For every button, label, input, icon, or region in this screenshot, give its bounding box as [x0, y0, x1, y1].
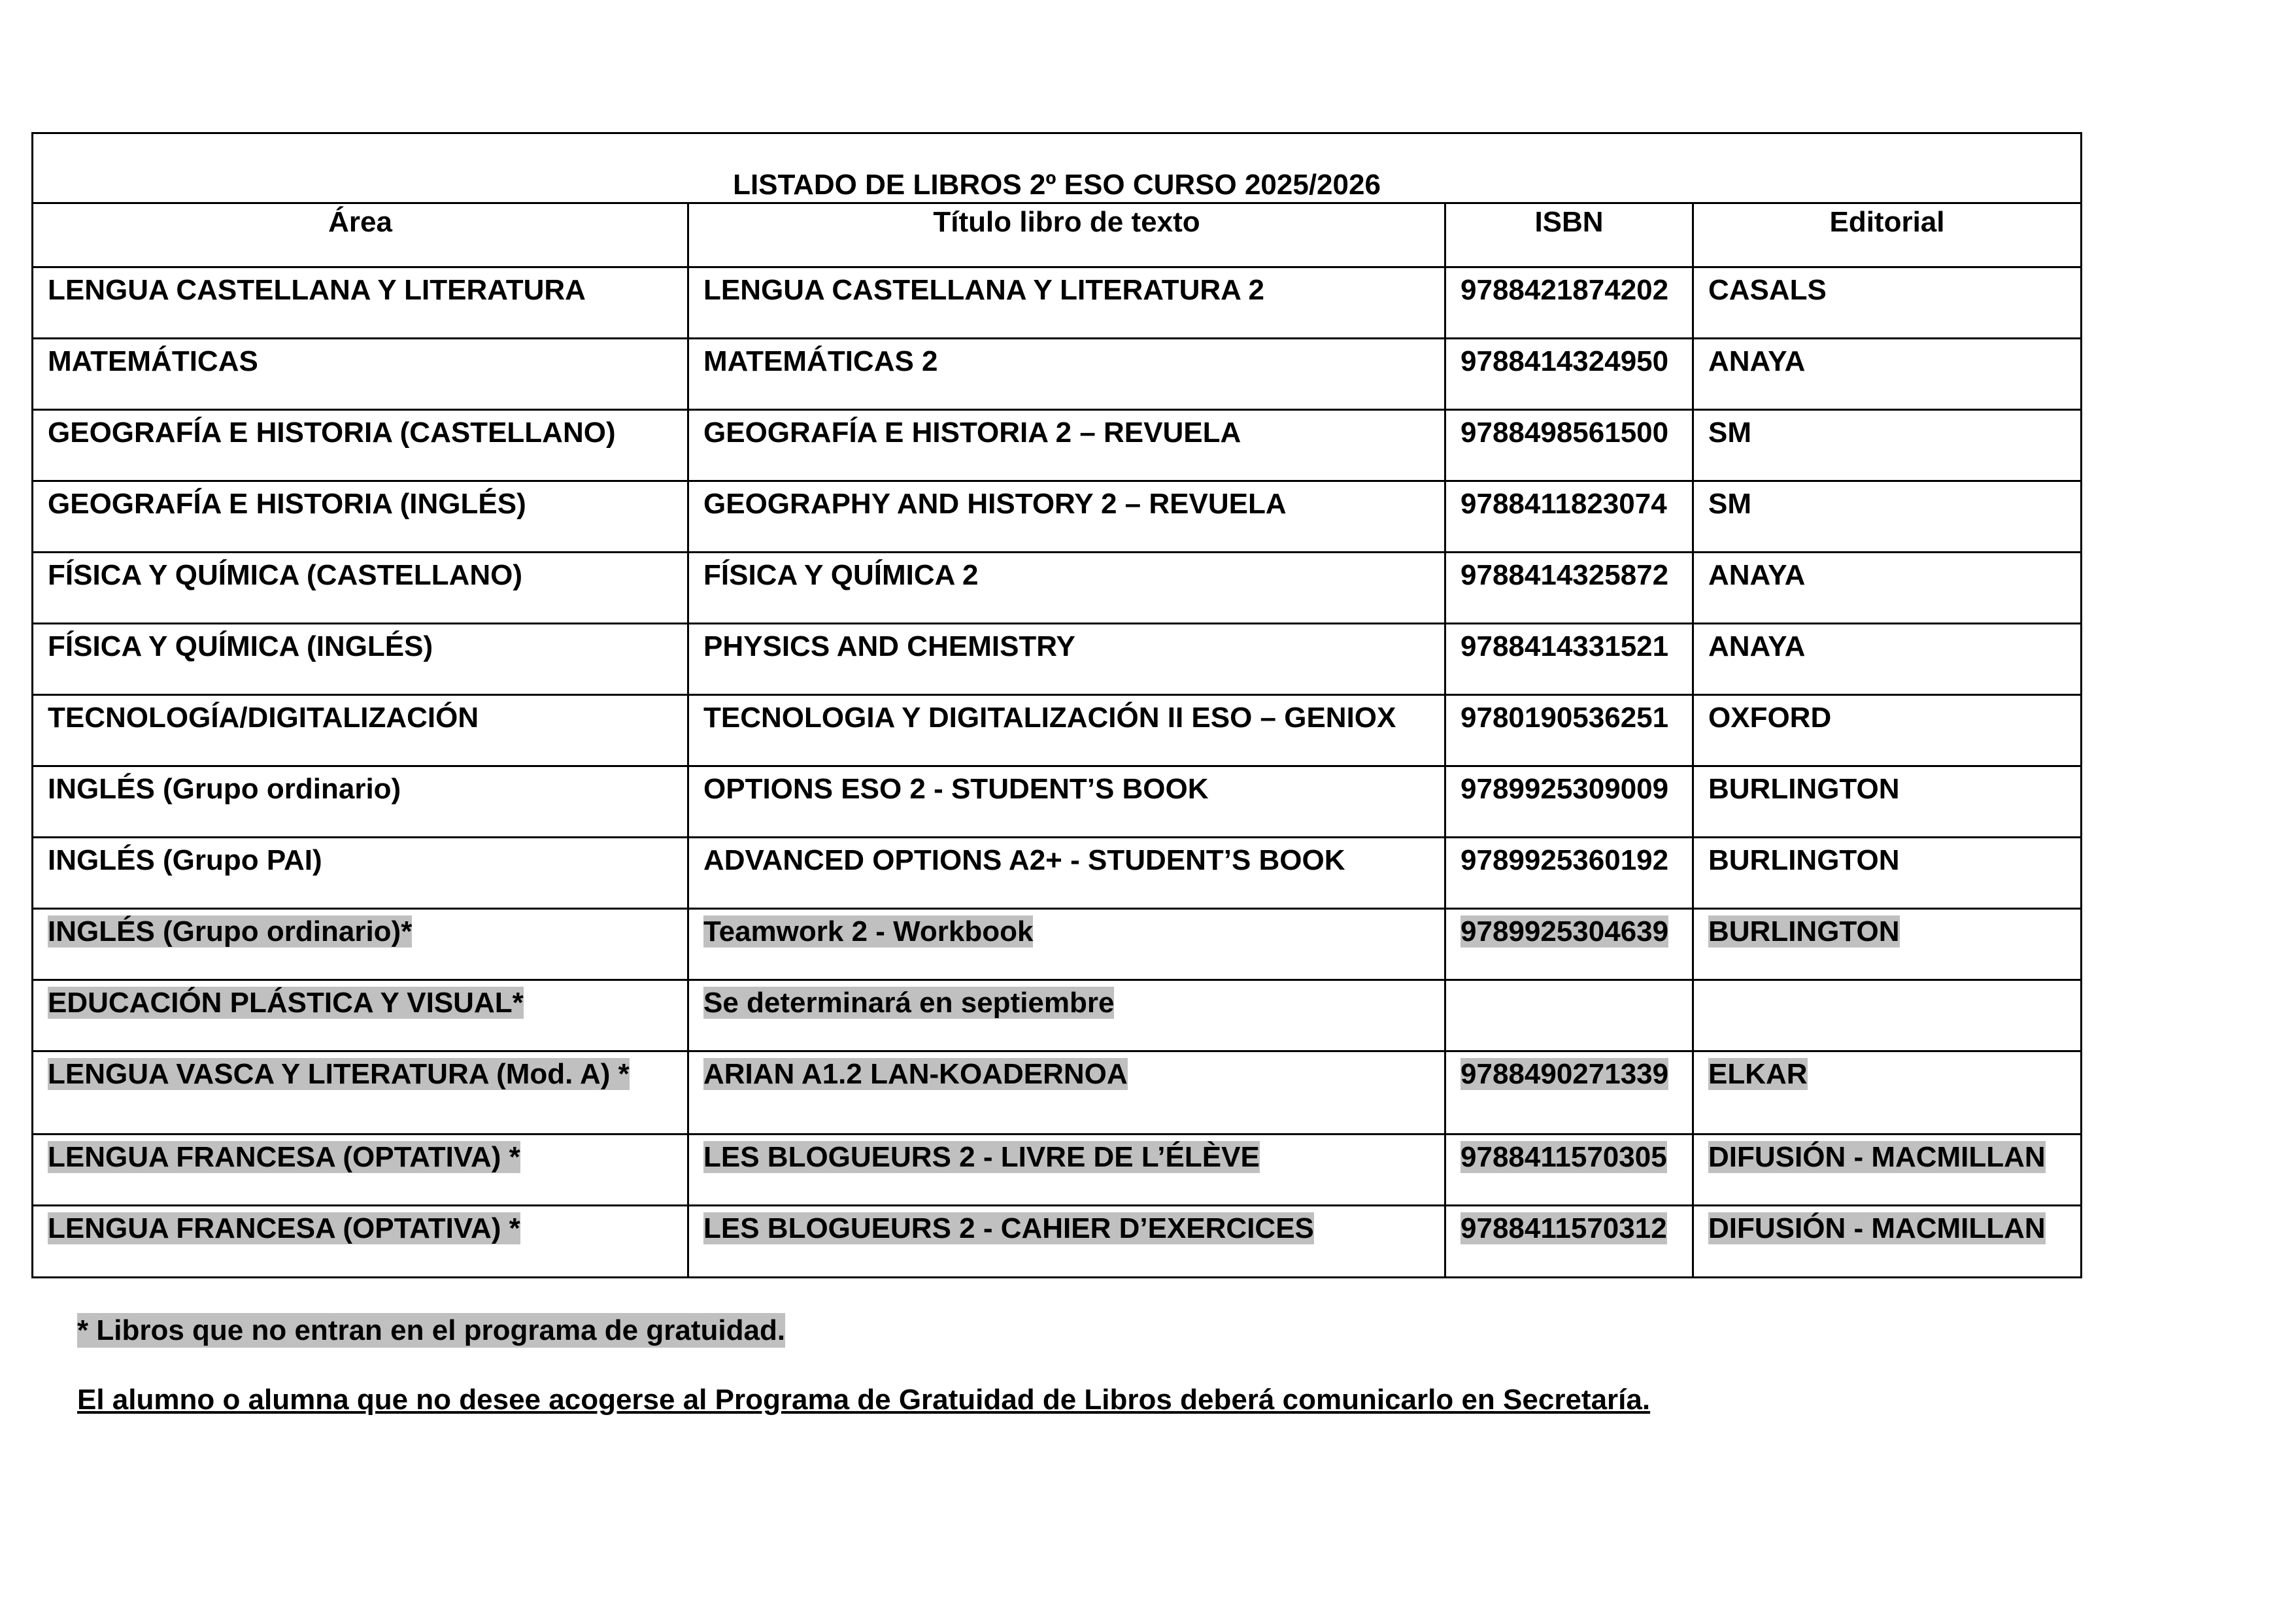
titulo-text: ARIAN A1.2 LAN-KOADERNOA: [703, 1058, 1128, 1090]
cell-isbn: [1445, 980, 1693, 1051]
isbn-text: 9789925309009: [1460, 773, 1669, 805]
cell-area: [33, 695, 688, 766]
area-text: GEOGRAFÍA E HISTORIA (CASTELLANO): [48, 417, 616, 449]
editorial-text: BURLINGTON: [1708, 773, 1900, 805]
cell-titulo: [688, 766, 1445, 838]
cell-area: [33, 410, 688, 481]
cell-isbn: [1445, 481, 1693, 553]
editorial-text: BURLINGTON: [1708, 844, 1900, 876]
cell-editorial: [1693, 339, 2082, 410]
cell-titulo: [688, 410, 1445, 481]
area-text: INGLÉS (Grupo PAI): [48, 844, 322, 876]
titulo-text: LENGUA CASTELLANA Y LITERATURA 2: [703, 274, 1265, 306]
cell-editorial: [1693, 766, 2082, 838]
area-text: LENGUA FRANCESA (OPTATIVA) *: [48, 1212, 520, 1244]
cell-editorial: [1693, 481, 2082, 553]
table-row: [33, 980, 2082, 1051]
table-row: [33, 481, 2082, 553]
column-header-isbn: ISBN: [1445, 203, 1693, 267]
cell-titulo: [688, 624, 1445, 695]
area-text: INGLÉS (Grupo ordinario): [48, 773, 401, 805]
table-row: [33, 766, 2082, 838]
cell-titulo: [688, 838, 1445, 909]
cell-editorial: [1693, 1135, 2082, 1206]
cell-isbn: [1445, 624, 1693, 695]
editorial-text: SM: [1708, 417, 1751, 449]
titulo-text: Se determinará en septiembre: [703, 987, 1115, 1019]
area-text: FÍSICA Y QUÍMICA (CASTELLANO): [48, 559, 522, 591]
table-row: [33, 1135, 2082, 1206]
cell-isbn: [1445, 267, 1693, 339]
cell-titulo: [688, 1135, 1445, 1206]
area-text: LENGUA CASTELLANA Y LITERATURA: [48, 274, 586, 306]
area-text: INGLÉS (Grupo ordinario)*: [48, 915, 413, 947]
titulo-text: LES BLOGUEURS 2 - CAHIER D’EXERCICES: [703, 1212, 1314, 1244]
cell-isbn: [1445, 339, 1693, 410]
gratuidad-note: [77, 1314, 785, 1348]
cell-isbn: [1445, 1051, 1693, 1135]
isbn-text: 9789925360192: [1460, 844, 1669, 876]
title-row: [33, 133, 2082, 203]
isbn-text: 9788414324950: [1460, 345, 1669, 377]
cell-editorial: [1693, 410, 2082, 481]
cell-isbn: [1445, 695, 1693, 766]
cell-titulo: [688, 1206, 1445, 1278]
cell-isbn: [1445, 1206, 1693, 1278]
cell-titulo: [688, 1051, 1445, 1135]
cell-isbn: [1445, 1135, 1693, 1206]
area-text: FÍSICA Y QUÍMICA (INGLÉS): [48, 630, 433, 662]
isbn-text: 9788490271339: [1460, 1058, 1669, 1090]
table-row: [33, 909, 2082, 980]
cell-area: [33, 909, 688, 980]
isbn-text: 9788421874202: [1460, 274, 1669, 306]
isbn-text: 9788411823074: [1460, 488, 1667, 520]
cell-editorial: [1693, 980, 2082, 1051]
editorial-text: DIFUSIÓN - MACMILLAN: [1708, 1212, 2046, 1244]
cell-isbn: [1445, 553, 1693, 624]
cell-area: [33, 553, 688, 624]
cell-editorial: [1693, 909, 2082, 980]
cell-isbn: [1445, 909, 1693, 980]
titulo-text: PHYSICS AND CHEMISTRY: [703, 630, 1075, 662]
cell-editorial: [1693, 624, 2082, 695]
cell-area: [33, 1206, 688, 1278]
isbn-text: 9788414331521: [1460, 630, 1669, 662]
editorial-text: OXFORD: [1708, 702, 1832, 734]
cell-editorial: [1693, 1206, 2082, 1278]
area-text: EDUCACIÓN PLÁSTICA Y VISUAL*: [48, 987, 524, 1019]
table-row: [33, 339, 2082, 410]
cell-area: [33, 838, 688, 909]
cell-isbn: [1445, 766, 1693, 838]
isbn-text: 9789925304639: [1460, 915, 1669, 947]
table-row: [33, 267, 2082, 339]
table-title: LISTADO DE LIBROS 2º ESO CURSO 2025/2026: [33, 133, 2082, 203]
cell-editorial: [1693, 1051, 2082, 1135]
table-row: [33, 838, 2082, 909]
editorial-text: ANAYA: [1708, 630, 1806, 662]
area-text: LENGUA FRANCESA (OPTATIVA) *: [48, 1141, 520, 1173]
cell-titulo: [688, 980, 1445, 1051]
column-header-area: Área: [33, 203, 688, 267]
isbn-text: 9788414325872: [1460, 559, 1669, 591]
titulo-text: OPTIONS ESO 2 - STUDENT’S BOOK: [703, 773, 1209, 805]
isbn-text: 9788498561500: [1460, 417, 1669, 449]
table-row: [33, 1051, 2082, 1135]
cell-titulo: [688, 481, 1445, 553]
titulo-text: LES BLOGUEURS 2 - LIVRE DE L’ÉLÈVE: [703, 1141, 1260, 1173]
titulo-text: TECNOLOGIA Y DIGITALIZACIÓN II ESO – GENIOX: [703, 702, 1396, 734]
cell-area: [33, 481, 688, 553]
cell-isbn: [1445, 838, 1693, 909]
cell-titulo: [688, 553, 1445, 624]
header-row: [33, 203, 2082, 267]
cell-editorial: [1693, 695, 2082, 766]
cell-area: [33, 980, 688, 1051]
cell-editorial: [1693, 838, 2082, 909]
cell-area: [33, 1051, 688, 1135]
titulo-text: Teamwork 2 - Workbook: [703, 915, 1034, 947]
editorial-text: ANAYA: [1708, 559, 1806, 591]
table-row: [33, 695, 2082, 766]
editorial-text: ANAYA: [1708, 345, 1806, 377]
editorial-text: BURLINGTON: [1708, 915, 1900, 947]
editorial-text: DIFUSIÓN - MACMILLAN: [1708, 1141, 2046, 1173]
area-text: GEOGRAFÍA E HISTORIA (INGLÉS): [48, 488, 526, 520]
table-row: [33, 1206, 2082, 1278]
titulo-text: FÍSICA Y QUÍMICA 2: [703, 559, 979, 591]
titulo-text: GEOGRAFÍA E HISTORIA 2 – REVUELA: [703, 417, 1241, 449]
editorial-text: CASALS: [1708, 274, 1827, 306]
book-list-table: [31, 132, 2082, 1278]
cell-isbn: [1445, 410, 1693, 481]
editorial-text: SM: [1708, 488, 1751, 520]
cell-area: [33, 339, 688, 410]
cell-titulo: [688, 909, 1445, 980]
opt-out-note: El alumno o alumna que no desee acogerse al Programa de Gratuidad de Libros deberá comunicarlo en Secretaría.: [77, 1384, 1651, 1416]
cell-titulo: [688, 695, 1445, 766]
cell-editorial: [1693, 267, 2082, 339]
cell-titulo: [688, 267, 1445, 339]
gratuidad-note-text: * Libros que no entran en el programa de gratuidad.: [77, 1314, 786, 1346]
isbn-text: 9780190536251: [1460, 702, 1669, 734]
editorial-text: ELKAR: [1708, 1058, 1808, 1090]
table-row: [33, 410, 2082, 481]
column-header-editorial: Editorial: [1693, 203, 2082, 267]
cell-area: [33, 267, 688, 339]
table-row: [33, 624, 2082, 695]
column-header-titulo: Título libro de texto: [688, 203, 1445, 267]
area-text: TECNOLOGÍA/DIGITALIZACIÓN: [48, 702, 479, 734]
cell-area: [33, 766, 688, 838]
cell-area: [33, 624, 688, 695]
cell-titulo: [688, 339, 1445, 410]
titulo-text: GEOGRAPHY AND HISTORY 2 – REVUELA: [703, 488, 1287, 520]
titulo-text: MATEMÁTICAS 2: [703, 345, 938, 377]
area-text: LENGUA VASCA Y LITERATURA (Mod. A) *: [48, 1058, 630, 1090]
isbn-text: 9788411570305: [1460, 1141, 1667, 1173]
isbn-text: 9788411570312: [1460, 1212, 1667, 1244]
titulo-text: ADVANCED OPTIONS A2+ - STUDENT’S BOOK: [703, 844, 1345, 876]
area-text: MATEMÁTICAS: [48, 345, 258, 377]
cell-area: [33, 1135, 688, 1206]
table-row: [33, 553, 2082, 624]
cell-editorial: [1693, 553, 2082, 624]
